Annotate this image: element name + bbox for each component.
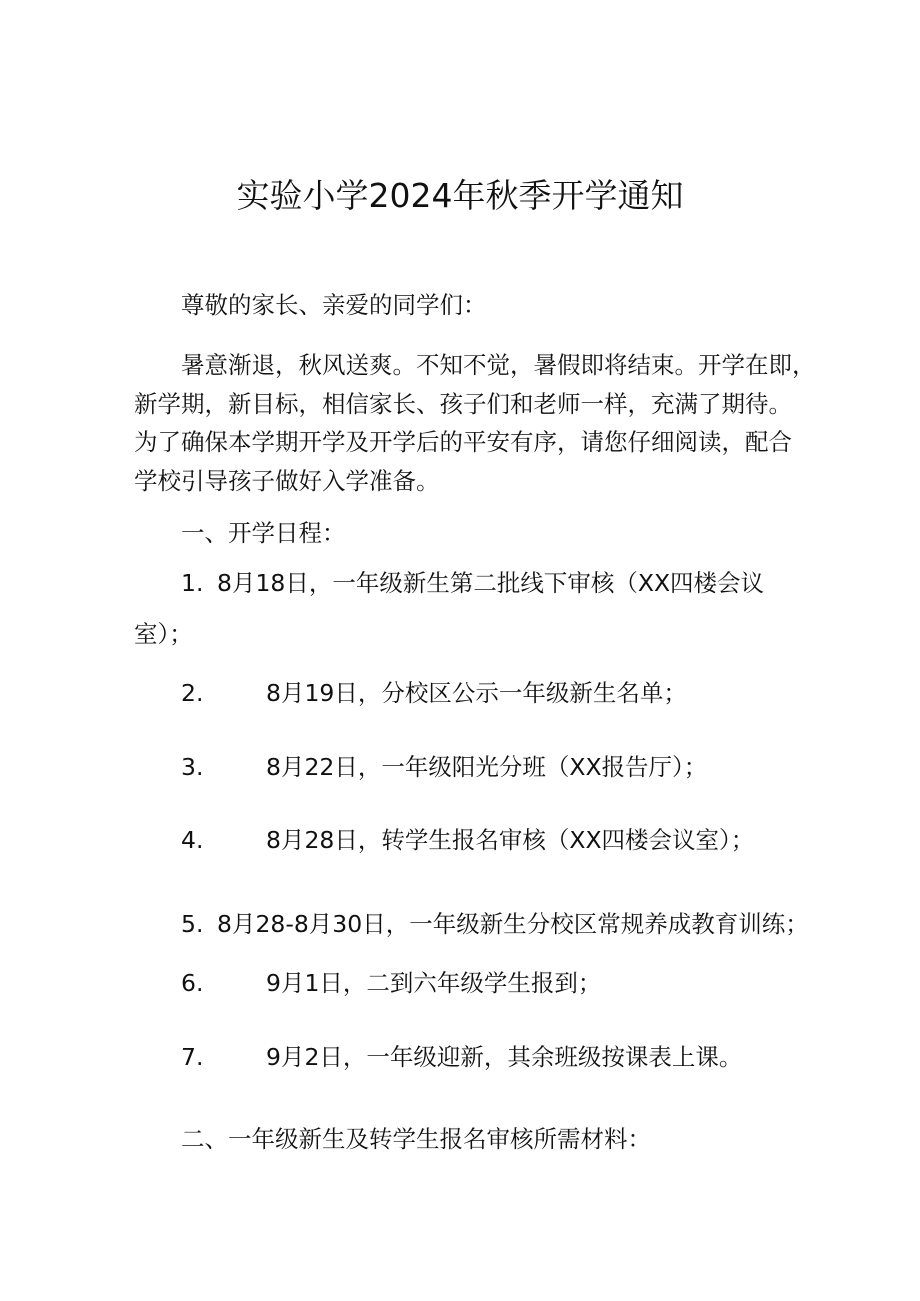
intro-line-4: 学校引导孩子做好入学准备。	[134, 467, 440, 495]
schedule-number: 6.	[181, 969, 204, 997]
schedule-number: 7.	[181, 1043, 204, 1071]
section-heading-materials: 二、一年级新生及转学生报名审核所需材料：	[181, 1125, 651, 1153]
schedule-number: 4.	[181, 826, 204, 854]
schedule-number: 2.	[181, 679, 204, 707]
schedule-number: 3.	[181, 753, 204, 781]
schedule-item-text: 9月1日，二到六年级学生报到；	[266, 969, 602, 997]
schedule-item-text: 8月19日，分校区公示一年级新生名单；	[266, 679, 687, 707]
schedule-item-text: 8月22日，一年级阳光分班（XX报告厅）；	[266, 753, 708, 781]
schedule-item-text: 9月2日，一年级迎新，其余班级按课表上课。	[266, 1043, 743, 1071]
schedule-item-text: 8月18日，一年级新生第二批线下审核（XX四楼会议	[217, 569, 765, 597]
schedule-number: 1.	[181, 569, 204, 597]
page-title: 实验小学2024年秋季开学通知	[236, 176, 684, 215]
intro-line-2: 新学期，新目标，相信家长、孩子们和老师一样，充满了期待。	[134, 390, 792, 418]
intro-line-3: 为了确保本学期开学及开学后的平安有序，请您仔细阅读，配合	[134, 428, 792, 456]
schedule-item-text: 8月28日，转学生报名审核（XX四楼会议室）；	[266, 826, 755, 854]
section-heading-schedule: 一、开学日程：	[181, 519, 346, 547]
intro-line-1: 暑意渐退，秋风送爽。不知不觉，暑假即将结束。开学在即，	[181, 351, 816, 379]
schedule-item-continuation: 室）；	[134, 620, 193, 648]
schedule-item-text: 8月28-8月30日，一年级新生分校区常规养成教育训练；	[217, 910, 809, 938]
schedule-number: 5.	[181, 910, 204, 938]
greeting: 尊敬的家长、亲爱的同学们：	[181, 291, 487, 319]
